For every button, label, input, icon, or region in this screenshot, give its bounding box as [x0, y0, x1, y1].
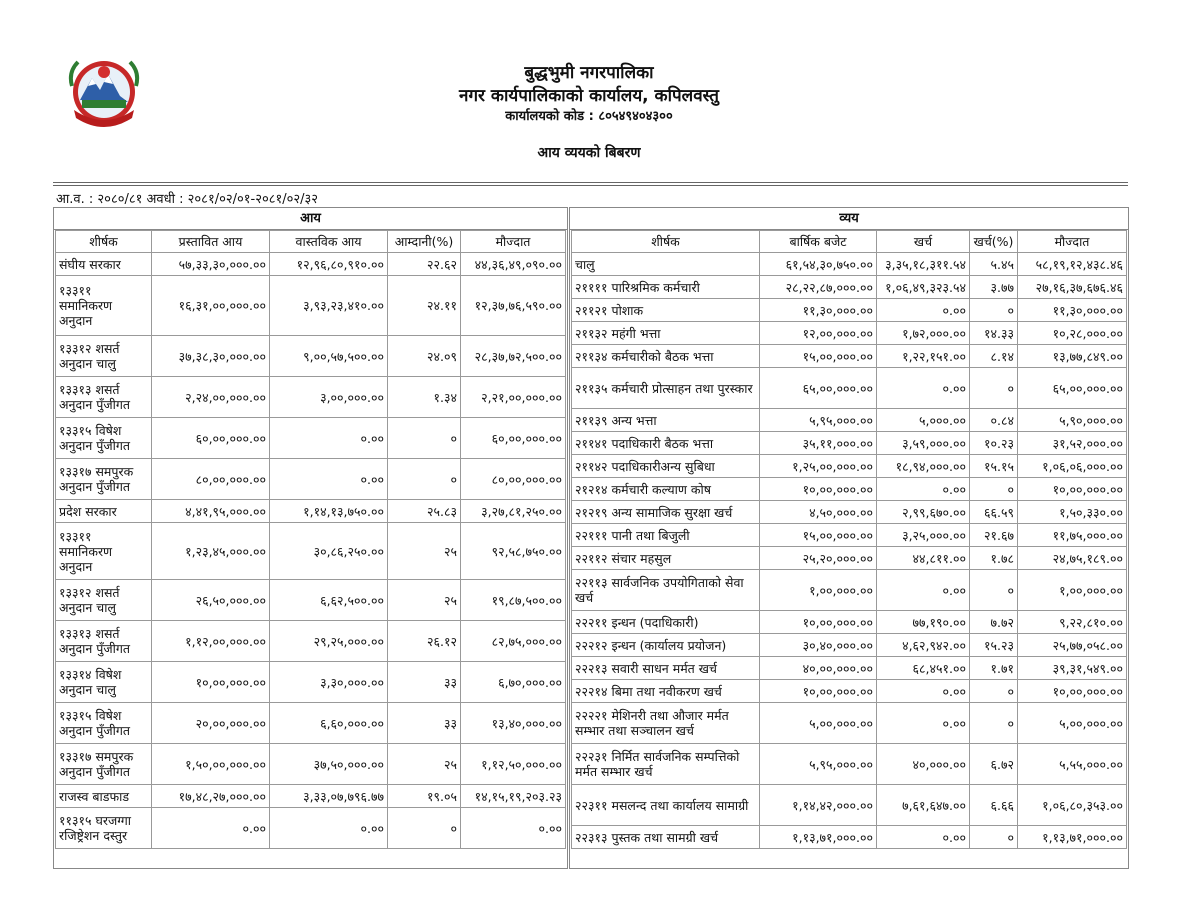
- expense-cell-budget: १५,००,०००.००: [760, 524, 877, 547]
- income-cell-pct: २६.१२: [388, 621, 461, 662]
- expense-col-pct: खर्च(%): [970, 231, 1018, 253]
- expense-cell-pct: ०: [970, 703, 1018, 744]
- income-cell-balance: ६०,००,०००.००: [461, 418, 566, 459]
- expense-cell-balance: ३९,३१,५४९.००: [1018, 657, 1127, 680]
- income-cell-pct: २४.०९: [388, 336, 461, 377]
- expense-cell-spent: ७७,१९०.००: [877, 611, 970, 634]
- expense-row: [572, 570, 1127, 611]
- income-cell-proposed: ३७,३८,३०,०००.००: [152, 336, 270, 377]
- income-cell-proposed: १,२३,४५,०००.००: [152, 523, 270, 580]
- income-row: [56, 336, 566, 377]
- income-row: [56, 580, 566, 621]
- expense-cell-title: २२२११ इन्धन (पदाधिकारी): [572, 611, 760, 634]
- expense-cell-budget: ५,००,०००.००: [760, 703, 877, 744]
- income-cell-balance: ८०,००,०००.००: [461, 459, 566, 500]
- expense-row: [572, 611, 1127, 634]
- expense-cell-pct: ०: [970, 680, 1018, 703]
- expense-col-balance: मौज्दात: [1018, 231, 1127, 253]
- expense-cell-title: २११३९ अन्य भत्ता: [572, 409, 760, 432]
- income-cell-actual: ०.००: [270, 418, 388, 459]
- expense-row: [572, 253, 1127, 276]
- income-col-balance: मौज्दात: [461, 231, 566, 253]
- expense-cell-budget: ५,९५,०००.००: [760, 409, 877, 432]
- income-cell-title: १३३१२ शसर्त अनुदान चालु: [56, 580, 152, 621]
- income-cell-balance: १२,३७,७६,५९०.००: [461, 276, 566, 336]
- office-name: नगर कार्यपालिकाको कार्यालय, कपिलवस्तु: [459, 86, 719, 106]
- expense-cell-budget: १५,००,०००.००: [760, 345, 877, 368]
- income-cell-balance: ३,२७,८१,२५०.००: [461, 500, 566, 523]
- expense-cell-spent: ४४,८११.००: [877, 547, 970, 570]
- expense-cell-budget: १०,००,०००.००: [760, 680, 877, 703]
- income-col-proposed: प्रस्तावित आय: [152, 231, 270, 253]
- expense-row: [572, 703, 1127, 744]
- expense-cell-budget: १०,००,०००.००: [760, 611, 877, 634]
- income-cell-pct: ३३: [388, 662, 461, 703]
- income-cell-actual: ६,६०,०००.००: [270, 703, 388, 744]
- expense-col-title: शीर्षक: [572, 231, 760, 253]
- income-cell-actual: १२,९६,८०,९१०.००: [270, 253, 388, 276]
- income-cell-pct: ०: [388, 459, 461, 500]
- income-cell-proposed: १,५०,००,०००.००: [152, 744, 270, 785]
- income-cell-balance: १३,४०,०००.००: [461, 703, 566, 744]
- expense-cell-balance: १,०६,८०,३५३.००: [1018, 785, 1127, 826]
- expense-cell-balance: ९,२२,८१०.००: [1018, 611, 1127, 634]
- expense-cell-balance: २५,७७,०५८.००: [1018, 634, 1127, 657]
- expense-row: [572, 276, 1127, 299]
- income-cell-proposed: ८०,००,०००.००: [152, 459, 270, 500]
- income-cell-pct: २५.८३: [388, 500, 461, 523]
- expense-row: [572, 478, 1127, 501]
- expense-cell-balance: १०,००,०००.००: [1018, 478, 1127, 501]
- expense-cell-balance: १,००,०००.००: [1018, 570, 1127, 611]
- income-cell-balance: १४,१५,१९,२०३.२३: [461, 785, 566, 808]
- income-row: [56, 621, 566, 662]
- expense-cell-balance: २७,१६,३७,६७६.४६: [1018, 276, 1127, 299]
- expense-cell-pct: ०: [970, 826, 1018, 849]
- expense-cell-title: २२११३ सार्वजनिक उपयोगिताको सेवा खर्च: [572, 570, 760, 611]
- expense-row: [572, 299, 1127, 322]
- expense-cell-pct: १५.२३: [970, 634, 1018, 657]
- income-row: [56, 500, 566, 523]
- expense-cell-balance: १३,७७,८४९.००: [1018, 345, 1127, 368]
- expense-cell-pct: १५.१५: [970, 455, 1018, 478]
- income-cell-title: १३३११ समानिकरण अनुदान: [56, 523, 152, 580]
- expense-col-spent: खर्च: [877, 231, 970, 253]
- expense-cell-spent: १,२२,१५१.००: [877, 345, 970, 368]
- income-row: [56, 459, 566, 500]
- income-cell-proposed: १७,४८,२७,०००.००: [152, 785, 270, 808]
- income-cell-title: १३३१४ विषेश अनुदान चालु: [56, 662, 152, 703]
- income-cell-proposed: २६,५०,०००.००: [152, 580, 270, 621]
- expense-row: [572, 322, 1127, 345]
- expense-cell-pct: ३.७७: [970, 276, 1018, 299]
- income-row: [56, 785, 566, 808]
- income-cell-title: संघीय सरकार: [56, 253, 152, 276]
- expense-row: [572, 547, 1127, 570]
- expense-row: [572, 501, 1127, 524]
- expense-cell-spent: ०.००: [877, 680, 970, 703]
- expense-cell-balance: १,०६,०६,०००.००: [1018, 455, 1127, 478]
- expense-cell-title: २११४२ पदाधिकारीअन्य सुबिधा: [572, 455, 760, 478]
- income-panel: [53, 207, 568, 869]
- income-cell-balance: २,२१,००,०००.००: [461, 377, 566, 418]
- income-cell-actual: १,१४,१३,७५०.००: [270, 500, 388, 523]
- expense-cell-title: २१२१९ अन्य सामाजिक सुरक्षा खर्च: [572, 501, 760, 524]
- expense-row: [572, 409, 1127, 432]
- income-row: [56, 523, 566, 580]
- expense-cell-balance: १,५०,३३०.००: [1018, 501, 1127, 524]
- expense-cell-spent: ५,०००.००: [877, 409, 970, 432]
- expense-cell-pct: ०: [970, 478, 1018, 501]
- income-cell-actual: ६,६२,५००.००: [270, 580, 388, 621]
- expense-cell-balance: २४,७५,१८९.००: [1018, 547, 1127, 570]
- income-cell-proposed: ६०,००,०००.००: [152, 418, 270, 459]
- income-cell-balance: ६,७०,०००.००: [461, 662, 566, 703]
- income-col-pct: आम्दानी(%): [388, 231, 461, 253]
- expense-cell-budget: ६१,५४,३०,७५०.००: [760, 253, 877, 276]
- income-col-actual: वास्तविक आय: [270, 231, 388, 253]
- income-cell-title: १३३१५ विषेश अनुदान पुँजीगत: [56, 703, 152, 744]
- expense-cell-title: २२३१३ पुस्तक तथा सामग्री खर्च: [572, 826, 760, 849]
- income-cell-actual: ३,९३,२३,४१०.००: [270, 276, 388, 336]
- expense-cell-balance: ६५,००,०००.००: [1018, 368, 1127, 409]
- expense-cell-budget: ३५,११,०००.००: [760, 432, 877, 455]
- expense-cell-budget: ६५,००,०००.००: [760, 368, 877, 409]
- header-divider: [53, 185, 1128, 186]
- income-cell-actual: ३,३०,०००.००: [270, 662, 388, 703]
- expense-cell-pct: ०: [970, 299, 1018, 322]
- expense-col-budget: बार्षिक बजेट: [760, 231, 877, 253]
- expense-cell-budget: ४,५०,०००.००: [760, 501, 877, 524]
- expense-cell-budget: १,१४,४२,०००.००: [760, 785, 877, 826]
- expense-cell-spent: ४०,०००.००: [877, 744, 970, 785]
- expense-cell-budget: ४०,००,०००.००: [760, 657, 877, 680]
- expense-cell-spent: ३,५९,०००.००: [877, 432, 970, 455]
- expense-cell-pct: ७.७२: [970, 611, 1018, 634]
- income-cell-pct: ३३: [388, 703, 461, 744]
- income-row: [56, 377, 566, 418]
- income-cell-proposed: ४,४१,९५,०००.००: [152, 500, 270, 523]
- expense-cell-balance: ५,५५,०००.००: [1018, 744, 1127, 785]
- expense-cell-balance: १०,२८,०००.००: [1018, 322, 1127, 345]
- expense-row: [572, 432, 1127, 455]
- expense-cell-spent: १,०६,४९,३२३.५४: [877, 276, 970, 299]
- expense-cell-spent: ६८,४५१.००: [877, 657, 970, 680]
- expense-row: [572, 826, 1127, 849]
- income-cell-title: १३३१७ समपुरक अनुदान पुँजीगत: [56, 744, 152, 785]
- income-cell-title: १३३१३ शसर्त अनुदान पुँजीगत: [56, 621, 152, 662]
- expense-cell-pct: ६.७२: [970, 744, 1018, 785]
- income-cell-proposed: १,१२,००,०००.००: [152, 621, 270, 662]
- income-row: [56, 418, 566, 459]
- expense-row: [572, 634, 1127, 657]
- expense-cell-budget: १,२५,००,०००.००: [760, 455, 877, 478]
- expense-cell-budget: १०,००,०००.००: [760, 478, 877, 501]
- income-col-title: शीर्षक: [56, 231, 152, 253]
- income-cell-actual: ०.००: [270, 459, 388, 500]
- expense-cell-spent: १८,९४,०००.००: [877, 455, 970, 478]
- expense-cell-title: २११२१ पोशाक: [572, 299, 760, 322]
- expense-cell-pct: १०.२३: [970, 432, 1018, 455]
- expense-cell-pct: ५.४५: [970, 253, 1018, 276]
- income-cell-balance: २८,३७,७२,५००.००: [461, 336, 566, 377]
- expense-cell-title: २११३५ कर्मचारी प्रोत्साहन तथा पुरस्कार: [572, 368, 760, 409]
- income-cell-title: १३३१३ शसर्त अनुदान पुँजीगत: [56, 377, 152, 418]
- income-cell-pct: ०: [388, 418, 461, 459]
- expense-cell-title: २११३२ महंगी भत्ता: [572, 322, 760, 345]
- income-table: [55, 230, 566, 849]
- income-cell-proposed: २,२४,००,०००.००: [152, 377, 270, 418]
- expense-cell-title: २११४१ पदाधिकारी बैठक भत्ता: [572, 432, 760, 455]
- income-title: आय: [54, 208, 567, 230]
- expense-cell-spent: ३,३५,१८,३११.५४: [877, 253, 970, 276]
- expense-cell-title: २२२२१ मेशिनरी तथा औजार मर्मत सम्भार तथा सञ्चालन खर्च: [572, 703, 760, 744]
- expense-cell-budget: ५,९५,०००.००: [760, 744, 877, 785]
- expense-cell-title: २२२१३ सवारी साधन मर्मत खर्च: [572, 657, 760, 680]
- expense-cell-title: २२२१२ इन्धन (कार्यालय प्रयोजन): [572, 634, 760, 657]
- income-cell-actual: २९,२५,०००.००: [270, 621, 388, 662]
- income-cell-balance: ४४,३६,४९,०९०.००: [461, 253, 566, 276]
- expense-cell-pct: ६६.५९: [970, 501, 1018, 524]
- income-cell-title: प्रदेश सरकार: [56, 500, 152, 523]
- fiscal-period: आ.व. : २०८०/८१ अवधी : २०८१/०२/०१-२०८१/०२/३२: [56, 192, 319, 207]
- expense-row: [572, 368, 1127, 409]
- income-cell-proposed: १०,००,०००.००: [152, 662, 270, 703]
- expense-cell-spent: ०.००: [877, 826, 970, 849]
- expense-cell-budget: १,००,०००.००: [760, 570, 877, 611]
- income-cell-actual: ३,३३,०७,७९६.७७: [270, 785, 388, 808]
- income-cell-title: १३३१२ शसर्त अनुदान चालु: [56, 336, 152, 377]
- expense-row: [572, 455, 1127, 478]
- income-cell-actual: ०.००: [270, 808, 388, 849]
- expense-cell-title: २१२१४ कर्मचारी कल्याण कोष: [572, 478, 760, 501]
- expense-cell-balance: १,१३,७१,०००.००: [1018, 826, 1127, 849]
- income-cell-title: ११३१५ घरजग्गा रजिष्ट्रेशन दस्तुर: [56, 808, 152, 849]
- expense-cell-balance: ५,००,०००.००: [1018, 703, 1127, 744]
- income-cell-pct: २२.६२: [388, 253, 461, 276]
- expense-cell-pct: १४.३३: [970, 322, 1018, 345]
- expense-cell-pct: १.७८: [970, 547, 1018, 570]
- expense-cell-pct: १.७१: [970, 657, 1018, 680]
- income-cell-actual: ३७,५०,०००.००: [270, 744, 388, 785]
- municipality-name: बुद्धभुमी नगरपालिका: [524, 63, 654, 83]
- income-cell-pct: १.३४: [388, 377, 461, 418]
- income-cell-balance: ०.००: [461, 808, 566, 849]
- income-cell-balance: ९२,५८,७५०.००: [461, 523, 566, 580]
- income-cell-pct: २५: [388, 580, 461, 621]
- expense-row: [572, 680, 1127, 703]
- expense-cell-budget: २८,२२,८७,०००.००: [760, 276, 877, 299]
- expense-row: [572, 657, 1127, 680]
- income-cell-pct: १९.०५: [388, 785, 461, 808]
- income-cell-pct: २५: [388, 523, 461, 580]
- income-cell-actual: ३०,८६,२५०.००: [270, 523, 388, 580]
- expense-cell-spent: ०.००: [877, 478, 970, 501]
- expense-cell-title: २२२३१ निर्मित सार्वजनिक सम्पत्तिको मर्मत सम्भार खर्च: [572, 744, 760, 785]
- expense-cell-spent: १,७२,०००.००: [877, 322, 970, 345]
- expense-cell-balance: ३१,५२,०००.००: [1018, 432, 1127, 455]
- expense-cell-budget: १,१३,७१,०००.००: [760, 826, 877, 849]
- income-row: [56, 276, 566, 336]
- expense-cell-balance: ११,३०,०००.००: [1018, 299, 1127, 322]
- expense-cell-spent: ७,६१,६४७.००: [877, 785, 970, 826]
- expense-cell-budget: ११,३०,०००.००: [760, 299, 877, 322]
- expense-table: [571, 230, 1127, 849]
- expense-cell-title: चालु: [572, 253, 760, 276]
- expense-cell-balance: ५,९०,०००.००: [1018, 409, 1127, 432]
- expense-cell-spent: ०.००: [877, 703, 970, 744]
- income-cell-pct: २४.११: [388, 276, 461, 336]
- expense-cell-title: २२११२ संचार महसुल: [572, 547, 760, 570]
- expense-title: व्यय: [570, 208, 1128, 230]
- income-cell-pct: ०: [388, 808, 461, 849]
- expense-cell-spent: ०.००: [877, 299, 970, 322]
- income-cell-proposed: ०.००: [152, 808, 270, 849]
- expense-cell-pct: ०.८४: [970, 409, 1018, 432]
- income-cell-balance: १९,८७,५००.००: [461, 580, 566, 621]
- income-cell-balance: ८२,७५,०००.००: [461, 621, 566, 662]
- income-cell-title: १३३११ समानिकरण अनुदान: [56, 276, 152, 336]
- expense-cell-spent: २,९९,६७०.००: [877, 501, 970, 524]
- expense-cell-spent: ३,२५,०००.००: [877, 524, 970, 547]
- income-cell-balance: १,१२,५०,०००.००: [461, 744, 566, 785]
- expense-cell-spent: ०.००: [877, 570, 970, 611]
- expense-cell-title: २११३४ कर्मचारीको बैठक भत्ता: [572, 345, 760, 368]
- expense-cell-pct: ०: [970, 368, 1018, 409]
- income-cell-title: १३३१७ समपुरक अनुदान पुँजीगत: [56, 459, 152, 500]
- expense-cell-pct: ६.६६: [970, 785, 1018, 826]
- income-cell-actual: ९,००,५७,५००.००: [270, 336, 388, 377]
- expense-panel: [569, 207, 1129, 869]
- expense-cell-pct: २१.६७: [970, 524, 1018, 547]
- expense-cell-pct: ०: [970, 570, 1018, 611]
- expense-cell-pct: ८.१४: [970, 345, 1018, 368]
- expense-cell-budget: १२,००,०००.००: [760, 322, 877, 345]
- report-title: आय व्ययको बिबरण: [537, 145, 641, 161]
- office-code: कार्यालयको कोड : ८०५४९४०४३००: [505, 109, 673, 124]
- income-cell-proposed: २०,००,०००.००: [152, 703, 270, 744]
- expense-cell-spent: ०.००: [877, 368, 970, 409]
- income-cell-actual: ३,००,०००.००: [270, 377, 388, 418]
- income-row: [56, 662, 566, 703]
- income-row: [56, 703, 566, 744]
- expense-row: [572, 524, 1127, 547]
- income-cell-pct: २५: [388, 744, 461, 785]
- income-row: [56, 253, 566, 276]
- expense-row: [572, 744, 1127, 785]
- expense-cell-title: २११११ पारिश्रमिक कर्मचारी: [572, 276, 760, 299]
- expense-row: [572, 785, 1127, 826]
- expense-cell-balance: ५८,१९,१२,४३८.४६: [1018, 253, 1127, 276]
- expense-cell-balance: ११,७५,०००.००: [1018, 524, 1127, 547]
- expense-cell-spent: ४,६२,९४२.००: [877, 634, 970, 657]
- expense-cell-budget: ३०,४०,०००.००: [760, 634, 877, 657]
- header-divider: [53, 182, 1128, 183]
- income-row: [56, 744, 566, 785]
- income-cell-proposed: ५७,३३,३०,०००.००: [152, 253, 270, 276]
- expense-cell-title: २२२१४ बिमा तथा नवीकरण खर्च: [572, 680, 760, 703]
- expense-cell-budget: २५,२०,०००.००: [760, 547, 877, 570]
- income-cell-title: राजस्व बाडफाड: [56, 785, 152, 808]
- expense-cell-title: २२३११ मसलन्द तथा कार्यालय सामाग्री: [572, 785, 760, 826]
- expense-cell-title: २२१११ पानी तथा बिजुली: [572, 524, 760, 547]
- expense-cell-balance: १०,००,०००.००: [1018, 680, 1127, 703]
- income-row: [56, 808, 566, 849]
- income-cell-proposed: १६,३१,००,०००.००: [152, 276, 270, 336]
- expense-row: [572, 345, 1127, 368]
- income-cell-title: १३३१५ विषेश अनुदान पुँजीगत: [56, 418, 152, 459]
